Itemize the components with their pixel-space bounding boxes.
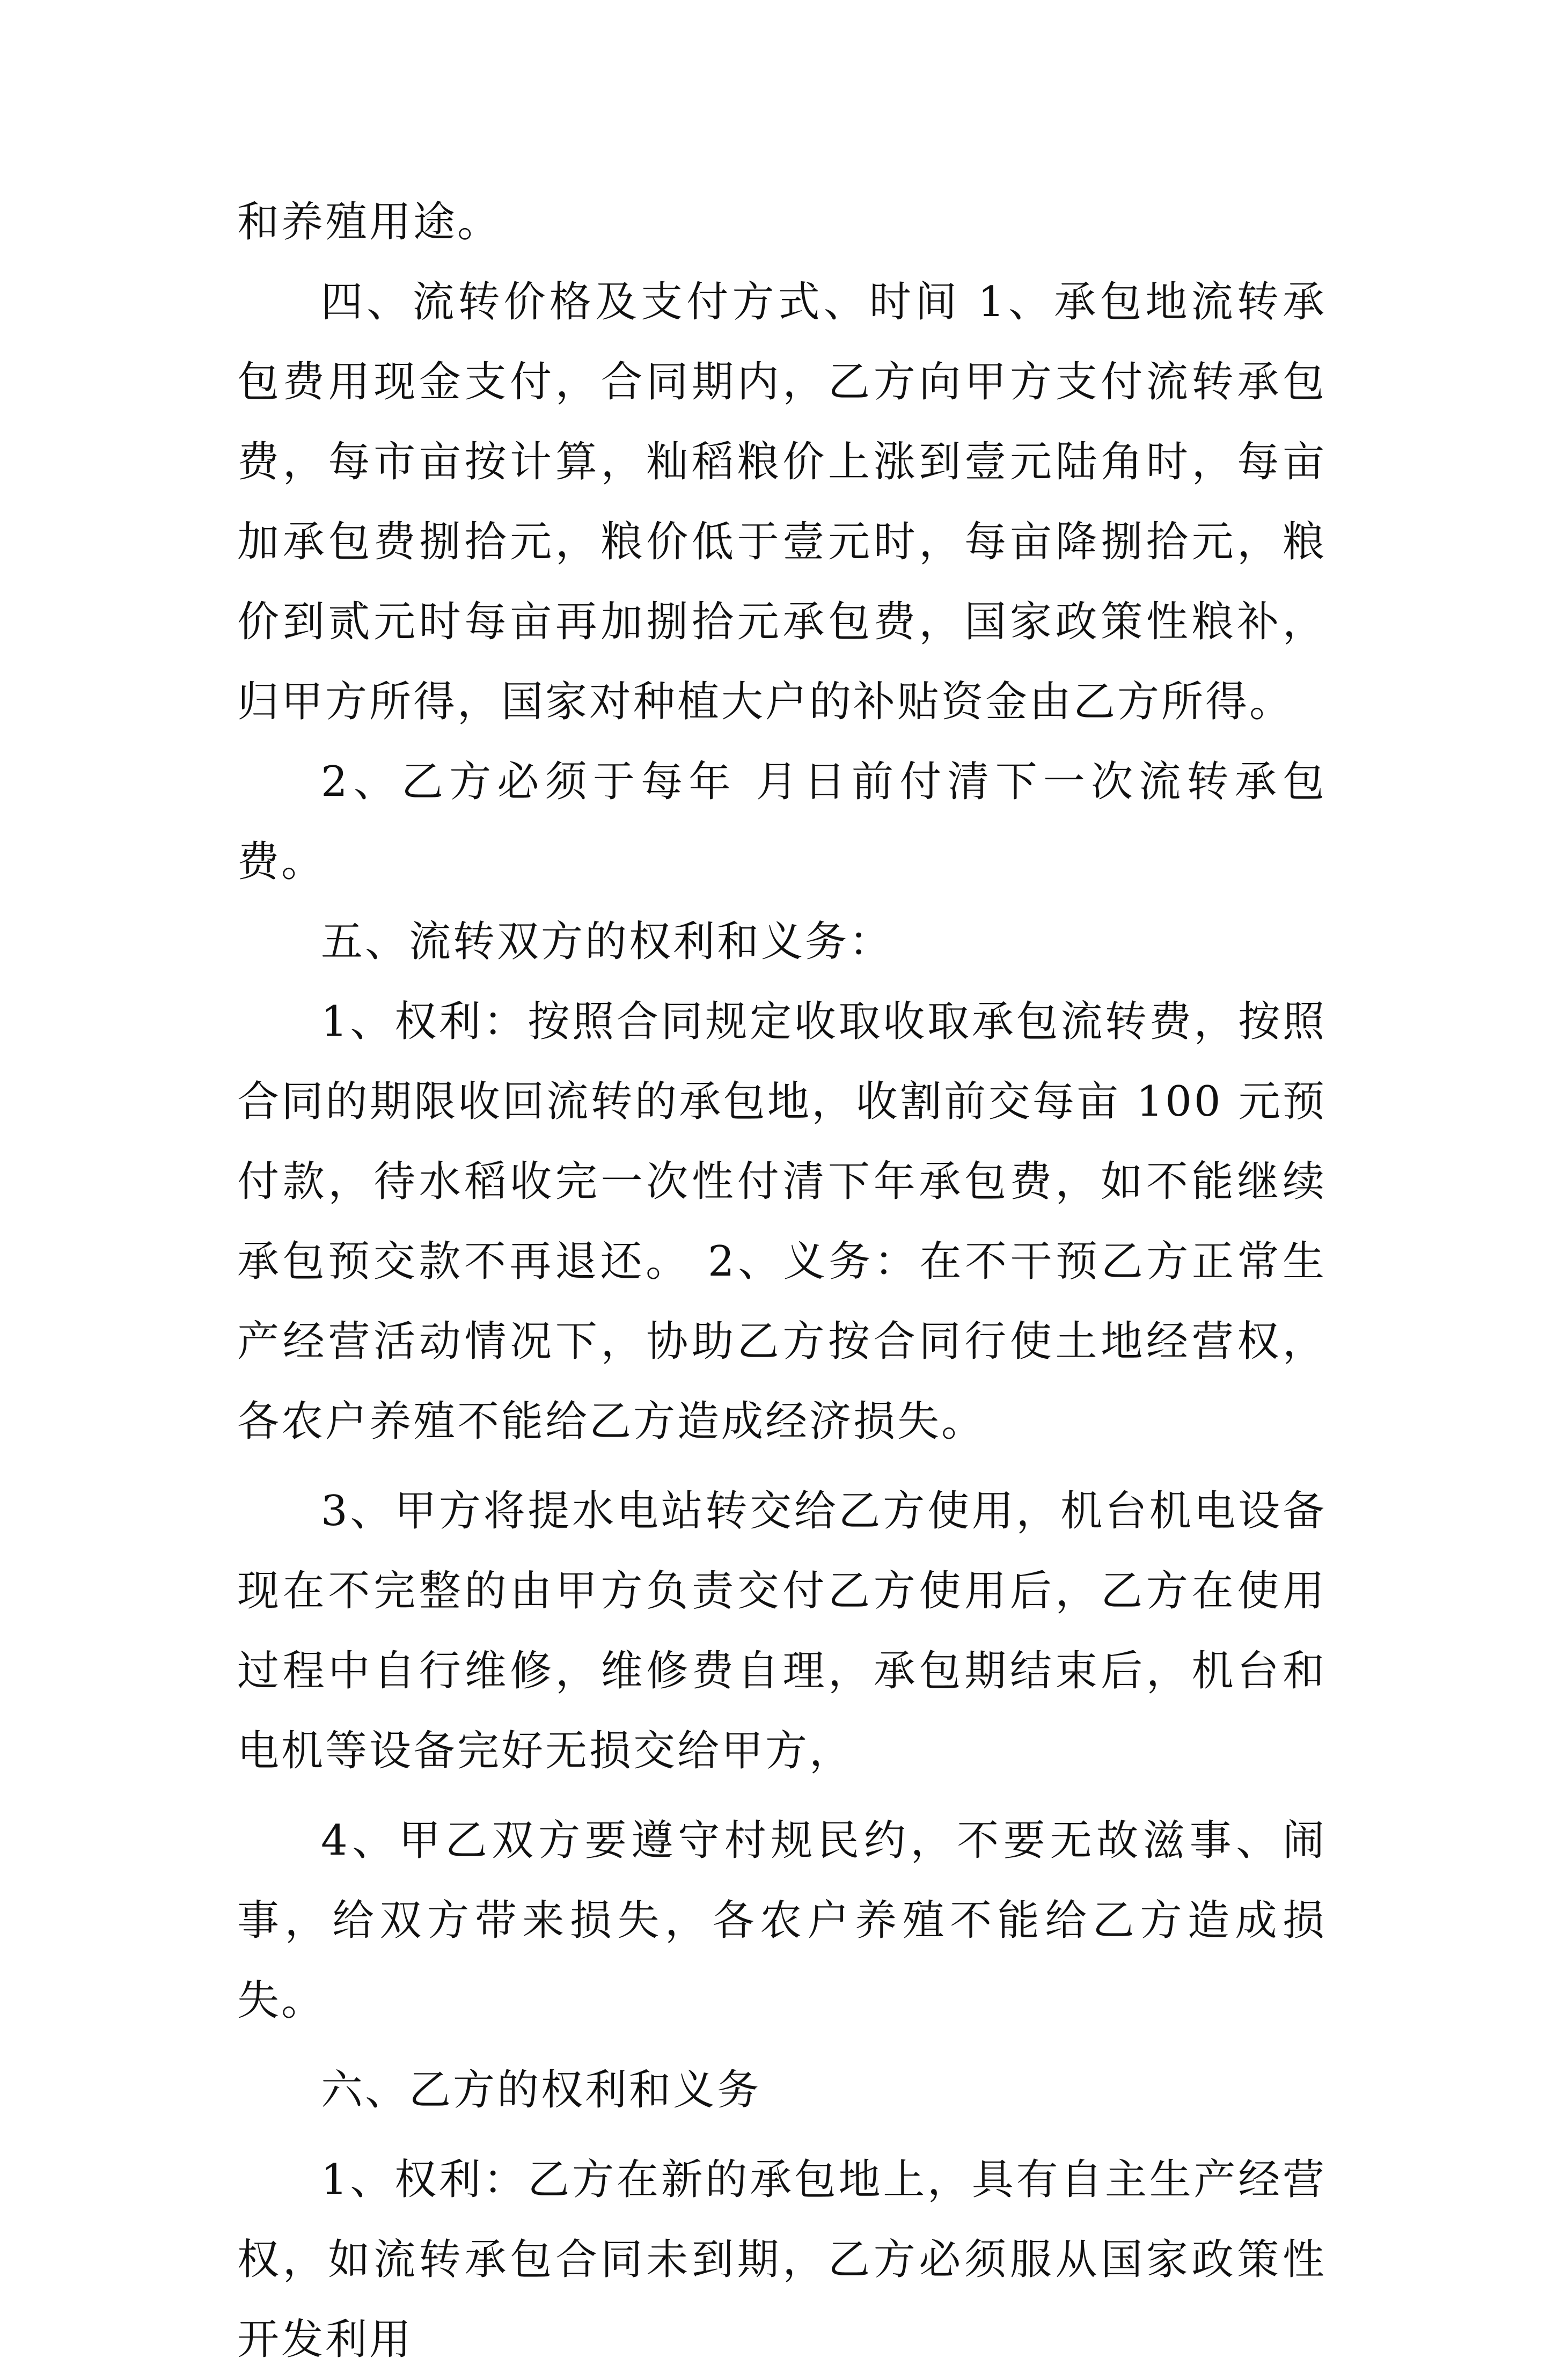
- paragraph-2: 2、乙方必须于每年 月日前付清下一次流转承包费。: [237, 758, 1327, 886]
- paragraph-1: 四、流转价格及支付方式、时间 1、承包地流转承包费用现金支付，合同期内，乙方向甲方支付流转承包费，每市亩按计算，籼稻粮价上涨到壹元陆角时，每亩加承包费捌拾元，粮价低于壹元时，每亩降捌拾元，粮价到贰元时每亩再加捌拾元承包费，国家政策性粮补，归甲方所得，国家对种植大户的补贴资金由乙方所得。: [237, 278, 1327, 726]
- paragraph-6: 4、甲乙双方要遵守村规民约，不要无故滋事、闹事，给双方带来损失，各农户养殖不能给乙方造成损失。: [237, 1817, 1327, 2025]
- paragraph-8: 1、权利：乙方在新的承包地上，具有自主生产经营权，如流转承包合同未到期，乙方必须服从国家政策性开发利用: [237, 2156, 1327, 2364]
- paragraph-0: 和养殖用途。: [237, 198, 502, 246]
- paragraph-4: 1、权利：按照合同规定收取收取承包流转费，按照合同的期限收回流转的承包地，收割前交每亩 100 元预付款，待水稻收完一次性付清下年承包费，如不能继续承包预交款不再退还。 2、义务：在不干预乙方正常生产经营活动情况下，协助乙方按合同行使土地经营权，各农户养殖不能给乙方造成经济损失。: [237, 998, 1327, 1446]
- paragraph-3: 五、流转双方的权利和义务：: [321, 918, 893, 966]
- document-body: [237, 182, 1327, 2380]
- paragraph-7: 六、乙方的权利和义务: [321, 2066, 761, 2114]
- paragraph-5: 3、甲方将提水电站转交给乙方使用，机台机电设备现在不完整的由甲方负责交付乙方使用后，乙方在使用过程中自行维修，维修费自理，承包期结束后，机台和电机等设备完好无损交给甲方，: [237, 1487, 1327, 1775]
